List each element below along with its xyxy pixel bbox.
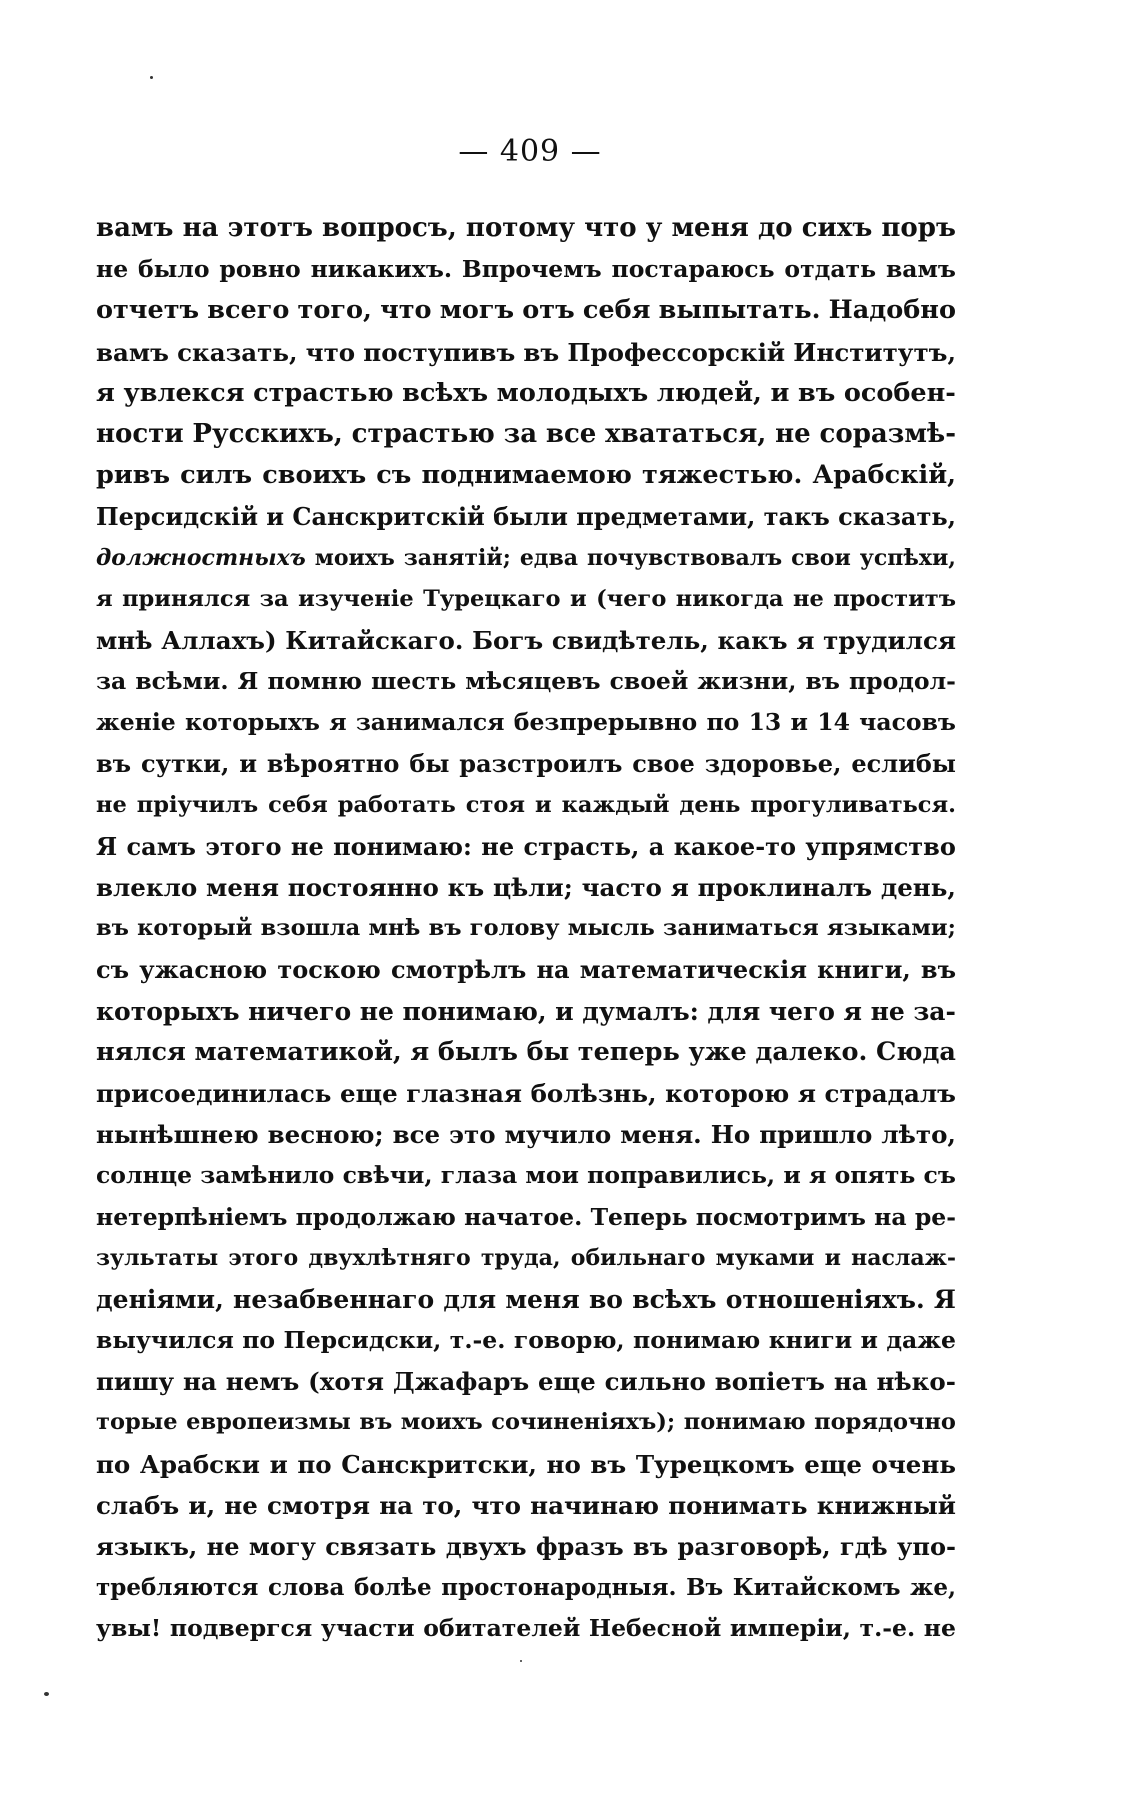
page-number: — 409 —: [458, 134, 602, 169]
text-line: слабъ и, не смотря на то, что начинаю понимать книжный: [96, 1490, 956, 1520]
text-line: не пріучилъ себя работать стоя и каждый день прогуливаться.: [96, 791, 956, 818]
print-speck: [520, 1660, 522, 1662]
text-line: я принялся за изученіе Турецкаго и (чего никогда не проститъ: [96, 585, 956, 612]
text-line: пишу на немъ (хотя Джафаръ еще сильно вопіетъ на нѣко-: [96, 1367, 956, 1397]
text-line: зультаты этого двухлѣтняго труда, обильнаго муками и наслаж-: [96, 1244, 956, 1271]
text-line: требляются слова болѣе простонародныя. Въ Китайскомъ же,: [96, 1574, 956, 1602]
print-speck: [150, 76, 153, 79]
text-line: выучился по Персидски, т.-е. говорю, понимаю книги и даже: [96, 1326, 956, 1355]
text-line: Я самъ этого не понимаю: не страсть, а какое-то упрямство: [96, 831, 956, 861]
text-line: влекло меня постоянно къ цѣли; часто я проклиналъ день,: [96, 873, 956, 902]
body-text: [96, 208, 956, 1650]
text-line: деніями, незабвеннаго для меня во всѣхъ отношеніяхъ. Я: [96, 1284, 956, 1314]
text-line: должностныхъ моихъ занятій; едва почувствовалъ свои успѣхи,: [96, 544, 956, 571]
text-line: съ ужасною тоскою смотрѣлъ на математическія книги, въ: [96, 955, 956, 985]
text-line: отчетъ всего того, что могъ отъ себя выпытать. Надобно: [96, 295, 956, 326]
text-line: нынѣшнею весною; все это мучило меня. Но пришло лѣто,: [96, 1120, 956, 1150]
text-line: мнѣ Аллахъ) Китайскаго. Богъ свидѣтель, какъ я трудился: [96, 625, 956, 655]
text-line: я увлекся страстью всѣхъ молодыхъ людей, и въ особен-: [96, 377, 956, 408]
text-line: присоединилась еще глазная болѣзнь, которою я страдалъ: [96, 1078, 956, 1108]
text-line: по Арабски и по Санскритски, но въ Турецкомъ еще очень: [96, 1449, 956, 1479]
text-line: солнце замѣнило свѣчи, глаза мои поправились, и я опять съ: [96, 1161, 956, 1190]
text-line: торые европеизмы въ моихъ сочиненіяхъ); понимаю порядочно: [96, 1409, 956, 1436]
print-speck: [44, 1692, 49, 1696]
text-line: вамъ сказать, что поступивъ въ Профессорскій Институтъ,: [96, 337, 956, 367]
text-line: женіе которыхъ я занимался безпрерывно по 13 и 14 часовъ: [96, 708, 956, 737]
text-line: нетерпѣніемъ продолжаю начатое. Теперь посмотримъ на ре-: [96, 1202, 956, 1231]
text-line: нялся математикой, я былъ бы теперь уже далеко. Сюда: [96, 1036, 956, 1067]
text-line: ривъ силъ своихъ съ поднимаемою тяжестью. Арабскій,: [96, 460, 956, 491]
text-line: не было ровно никакихъ. Впрочемъ постараюсь отдать вамъ: [96, 255, 956, 284]
text-line: которыхъ ничего не понимаю, и думалъ: для чего я не за-: [96, 996, 956, 1026]
text-line: въ сутки, и вѣроятно бы разстроилъ свое здоровье, еслибы: [96, 749, 956, 779]
text-line: ности Русскихъ, страстью за все хвататься, не соразмѣ-: [96, 418, 956, 449]
text-line: языкъ, не могу связать двухъ фразъ въ разговорѣ, гдѣ упо-: [96, 1532, 956, 1561]
text-line: Персидскій и Санскритскій были предметами, такъ сказать,: [96, 502, 956, 532]
text-line: вамъ на этотъ вопросъ, потому что у меня до сихъ поръ: [96, 213, 956, 243]
text-line: въ который взошла мнѣ въ голову мысль заниматься языками;: [96, 915, 956, 942]
text-line: за всѣми. Я помню шесть мѣсяцевъ своей жизни, въ продол-: [96, 667, 956, 696]
text-line: увы! подвергся участи обитателей Небесной имперіи, т.-е. не: [96, 1614, 956, 1643]
